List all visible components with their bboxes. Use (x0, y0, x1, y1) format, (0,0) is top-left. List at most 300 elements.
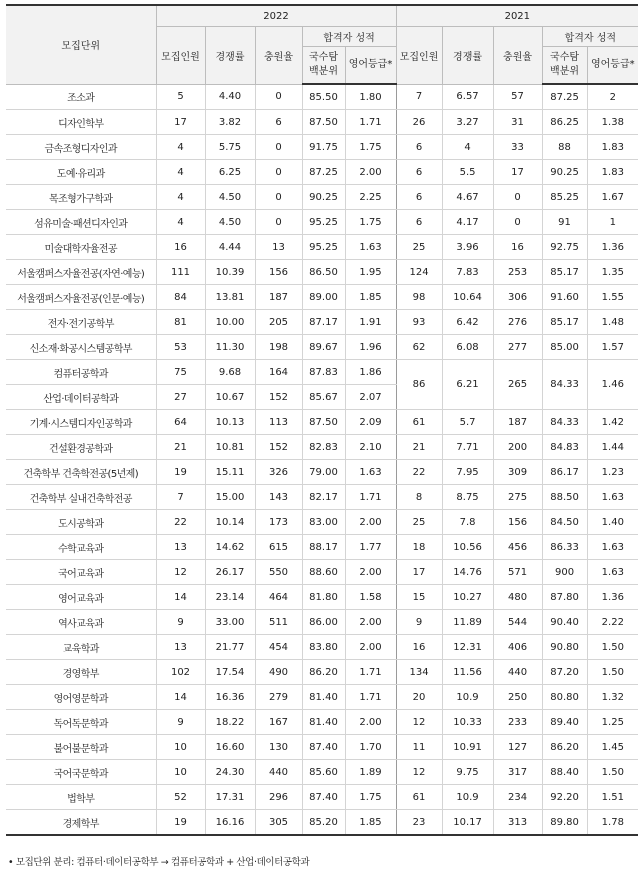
unit-name: 경제학부 (6, 810, 156, 836)
cell-2021-english: 1.51 (587, 785, 638, 810)
cell-2021-competition: 4.67 (442, 185, 493, 210)
cell-2022-percentile: 87.50 (302, 410, 345, 435)
cell-2021-english: 2 (587, 84, 638, 110)
header-competition-2021: 경쟁률 (442, 27, 493, 85)
cell-2022-waitlist: 156 (255, 260, 302, 285)
cell-2022-waitlist: 0 (255, 84, 302, 110)
cell-2021-competition: 9.75 (442, 760, 493, 785)
header-percentile-2022 (302, 47, 345, 85)
header-year-2022: 2022 (156, 5, 396, 27)
cell-2021-quota: 25 (396, 510, 442, 535)
table-row (6, 635, 638, 660)
cell-2022-competition: 10.13 (205, 410, 255, 435)
cell-2021-waitlist: 440 (493, 660, 542, 685)
header-percentile-line2: 백분위 (550, 66, 580, 77)
cell-2021-english: 1.57 (587, 335, 638, 360)
cell-2022-quota: 9 (156, 710, 205, 735)
cell-2021-english: 1.45 (587, 735, 638, 760)
cell-2022-waitlist: 0 (255, 210, 302, 235)
cell-2022-percentile: 89.67 (302, 335, 345, 360)
cell-2022-quota: 5 (156, 84, 205, 110)
cell-2021-waitlist: 571 (493, 560, 542, 585)
cell-2022-percentile: 85.50 (302, 84, 345, 110)
cell-2021-quota: 18 (396, 535, 442, 560)
cell-2022-waitlist: 305 (255, 810, 302, 836)
cell-2022-quota: 4 (156, 210, 205, 235)
unit-name: 미술대학자율전공 (6, 235, 156, 260)
cell-2022-competition: 17.54 (205, 660, 255, 685)
table-row (6, 260, 638, 285)
cell-2022-quota: 102 (156, 660, 205, 685)
cell-2022-quota: 27 (156, 385, 205, 410)
cell-2022-quota: 12 (156, 560, 205, 585)
cell-2022-quota: 4 (156, 135, 205, 160)
unit-name: 서울캠퍼스자율전공(인문·예능) (6, 285, 156, 310)
table-row (6, 210, 638, 235)
table-row (6, 510, 638, 535)
cell-2022-quota: 64 (156, 410, 205, 435)
cell-2021-english: 1.23 (587, 460, 638, 485)
cell-2022-waitlist: 0 (255, 160, 302, 185)
table-row (6, 285, 638, 310)
cell-2022-percentile: 87.40 (302, 785, 345, 810)
unit-name: 건설환경공학과 (6, 435, 156, 460)
cell-2021-quota: 93 (396, 310, 442, 335)
cell-2022-competition: 24.30 (205, 760, 255, 785)
cell-2022-waitlist: 296 (255, 785, 302, 810)
cell-2022-english: 1.89 (345, 760, 396, 785)
cell-2021-competition: 7.71 (442, 435, 493, 460)
cell-2021-waitlist: 156 (493, 510, 542, 535)
cell-2021-percentile: 90.80 (542, 635, 587, 660)
cell-2022-english: 2.07 (345, 385, 396, 410)
unit-name: 디자인학부 (6, 110, 156, 135)
cell-2021-waitlist: 33 (493, 135, 542, 160)
cell-2022-percentile: 81.40 (302, 710, 345, 735)
cell-2022-quota: 75 (156, 360, 205, 385)
cell-2022-waitlist: 130 (255, 735, 302, 760)
table-row (6, 560, 638, 585)
unit-name: 불어불문학과 (6, 735, 156, 760)
cell-2021-waitlist: 31 (493, 110, 542, 135)
cell-2022-percentile: 85.67 (302, 385, 345, 410)
cell-2022-english: 1.63 (345, 460, 396, 485)
unit-name: 독어독문학과 (6, 710, 156, 735)
cell-2022-quota: 21 (156, 435, 205, 460)
cell-2021-quota: 26 (396, 110, 442, 135)
cell-2022-waitlist: 13 (255, 235, 302, 260)
cell-2022-competition: 10.81 (205, 435, 255, 460)
cell-2021-waitlist: 57 (493, 84, 542, 110)
cell-2022-competition: 4.50 (205, 210, 255, 235)
cell-2021-competition: 10.56 (442, 535, 493, 560)
cell-2021-percentile: 86.20 (542, 735, 587, 760)
cell-2022-waitlist: 454 (255, 635, 302, 660)
cell-2021-waitlist: 17 (493, 160, 542, 185)
cell-2022-waitlist: 173 (255, 510, 302, 535)
cell-2022-english: 1.96 (345, 335, 396, 360)
table-row (6, 685, 638, 710)
cell-2021-quota: 6 (396, 135, 442, 160)
cell-2022-quota: 19 (156, 460, 205, 485)
cell-2021-percentile: 85.17 (542, 310, 587, 335)
cell-2021-waitlist: 276 (493, 310, 542, 335)
cell-2022-competition: 10.67 (205, 385, 255, 410)
cell-2022-english: 1.71 (345, 660, 396, 685)
cell-2021-waitlist: 187 (493, 410, 542, 435)
cell-2022-competition: 13.81 (205, 285, 255, 310)
cell-2022-competition: 5.75 (205, 135, 255, 160)
cell-2021-english: 1.48 (587, 310, 638, 335)
cell-2022-competition: 16.16 (205, 810, 255, 836)
cell-2021-competition: 6.42 (442, 310, 493, 335)
header-competition-2022: 경쟁률 (205, 27, 255, 85)
cell-2021-english: 1.38 (587, 110, 638, 135)
cell-2022-percentile: 85.60 (302, 760, 345, 785)
unit-name: 건축학부 건축학전공(5년제) (6, 460, 156, 485)
cell-2022-competition: 10.00 (205, 310, 255, 335)
cell-2022-percentile: 88.60 (302, 560, 345, 585)
cell-2022-percentile: 85.20 (302, 810, 345, 836)
cell-2022-quota: 4 (156, 160, 205, 185)
cell-2021-quota: 98 (396, 285, 442, 310)
table-row (6, 760, 638, 785)
cell-2021-english: 1.83 (587, 135, 638, 160)
cell-2021-quota: 22 (396, 460, 442, 485)
table-row (6, 460, 638, 485)
header-quota-2022: 모집인원 (156, 27, 205, 85)
header-percentile-line1: 국수탐 (550, 52, 580, 63)
cell-2021-quota: 61 (396, 410, 442, 435)
unit-name: 산업·데이터공학과 (6, 385, 156, 410)
cell-2022-percentile: 81.80 (302, 585, 345, 610)
unit-name: 국어국문학과 (6, 760, 156, 785)
cell-2022-quota: 13 (156, 635, 205, 660)
cell-2021-competition: 10.64 (442, 285, 493, 310)
table-row (6, 610, 638, 635)
cell-2021-english: 1.36 (587, 235, 638, 260)
table-row (6, 135, 638, 160)
table-row (6, 435, 638, 460)
cell-2022-competition: 3.82 (205, 110, 255, 135)
cell-2021-percentile: 86.33 (542, 535, 587, 560)
cell-2022-percentile: 90.25 (302, 185, 345, 210)
cell-2021-english: 1.46 (587, 360, 638, 410)
cell-2021-percentile: 88 (542, 135, 587, 160)
cell-2021-waitlist: 265 (493, 360, 542, 410)
cell-2022-waitlist: 152 (255, 435, 302, 460)
cell-2022-english: 1.71 (345, 485, 396, 510)
unit-name: 국어교육과 (6, 560, 156, 585)
cell-2021-english: 1.36 (587, 585, 638, 610)
cell-2021-competition: 7.95 (442, 460, 493, 485)
cell-2022-competition: 14.62 (205, 535, 255, 560)
cell-2022-english: 2.00 (345, 560, 396, 585)
cell-2021-quota: 25 (396, 235, 442, 260)
cell-2022-quota: 84 (156, 285, 205, 310)
cell-2021-percentile: 87.25 (542, 84, 587, 110)
admission-results-table (6, 4, 638, 836)
cell-2021-english: 1.67 (587, 185, 638, 210)
cell-2022-waitlist: 490 (255, 660, 302, 685)
cell-2021-competition: 10.27 (442, 585, 493, 610)
cell-2021-waitlist: 309 (493, 460, 542, 485)
cell-2021-quota: 86 (396, 360, 442, 410)
cell-2021-competition: 10.91 (442, 735, 493, 760)
unit-name: 컴퓨터공학과 (6, 360, 156, 385)
cell-2021-percentile: 87.20 (542, 660, 587, 685)
cell-2021-quota: 62 (396, 335, 442, 360)
cell-2021-percentile: 86.17 (542, 460, 587, 485)
cell-2021-competition: 3.27 (442, 110, 493, 135)
cell-2021-waitlist: 306 (493, 285, 542, 310)
cell-2022-english: 2.00 (345, 510, 396, 535)
unit-name: 전자·전기공학부 (6, 310, 156, 335)
header-year-2021: 2021 (396, 5, 638, 27)
cell-2022-percentile: 82.17 (302, 485, 345, 510)
cell-2021-competition: 3.96 (442, 235, 493, 260)
table-row (6, 110, 638, 135)
cell-2021-waitlist: 313 (493, 810, 542, 836)
header-quota-2021: 모집인원 (396, 27, 442, 85)
cell-2021-percentile: 84.33 (542, 360, 587, 410)
table-row (6, 535, 638, 560)
unit-name: 섬유미술·패션디자인과 (6, 210, 156, 235)
cell-2021-english: 1.25 (587, 710, 638, 735)
cell-2021-waitlist: 234 (493, 785, 542, 810)
header-waitlist-2022: 충원율 (255, 27, 302, 85)
cell-2022-percentile: 82.83 (302, 435, 345, 460)
unit-name: 건축학부 실내건축학전공 (6, 485, 156, 510)
cell-2021-percentile: 89.80 (542, 810, 587, 836)
cell-2021-competition: 5.7 (442, 410, 493, 435)
cell-2022-waitlist: 6 (255, 110, 302, 135)
unit-name: 조소과 (6, 84, 156, 110)
table-header (6, 5, 638, 84)
cell-2022-english: 1.71 (345, 685, 396, 710)
cell-2022-quota: 10 (156, 735, 205, 760)
cell-2021-english: 1.35 (587, 260, 638, 285)
cell-2021-quota: 17 (396, 560, 442, 585)
cell-2022-english: 1.71 (345, 110, 396, 135)
unit-name: 도시공학과 (6, 510, 156, 535)
unit-name: 수학교육과 (6, 535, 156, 560)
cell-2021-competition: 6.57 (442, 84, 493, 110)
cell-2021-english: 1.63 (587, 485, 638, 510)
cell-2022-waitlist: 187 (255, 285, 302, 310)
cell-2022-english: 1.70 (345, 735, 396, 760)
cell-2022-waitlist: 464 (255, 585, 302, 610)
cell-2021-quota: 61 (396, 785, 442, 810)
cell-2021-quota: 6 (396, 185, 442, 210)
unit-name: 신소재·화공시스템공학부 (6, 335, 156, 360)
table-row (6, 84, 638, 110)
table-row (6, 360, 638, 385)
cell-2021-waitlist: 233 (493, 710, 542, 735)
cell-2021-competition: 7.83 (442, 260, 493, 285)
cell-2022-competition: 4.44 (205, 235, 255, 260)
cell-2022-english: 1.80 (345, 84, 396, 110)
cell-2022-english: 1.75 (345, 785, 396, 810)
cell-2022-quota: 10 (156, 760, 205, 785)
unit-name: 영어영문학과 (6, 685, 156, 710)
cell-2021-quota: 7 (396, 84, 442, 110)
cell-2022-quota: 81 (156, 310, 205, 335)
cell-2021-competition: 14.76 (442, 560, 493, 585)
cell-2022-competition: 11.30 (205, 335, 255, 360)
cell-2022-waitlist: 0 (255, 185, 302, 210)
cell-2021-english: 1.78 (587, 810, 638, 836)
cell-2022-competition: 4.50 (205, 185, 255, 210)
cell-2022-english: 1.85 (345, 285, 396, 310)
cell-2022-percentile: 79.00 (302, 460, 345, 485)
cell-2021-quota: 21 (396, 435, 442, 460)
cell-2022-quota: 4 (156, 185, 205, 210)
unit-name: 영어교육과 (6, 585, 156, 610)
cell-2021-competition: 10.9 (442, 685, 493, 710)
cell-2022-percentile: 87.83 (302, 360, 345, 385)
cell-2022-quota: 9 (156, 610, 205, 635)
cell-2022-quota: 22 (156, 510, 205, 535)
table-row (6, 585, 638, 610)
cell-2021-waitlist: 480 (493, 585, 542, 610)
cell-2021-percentile: 90.40 (542, 610, 587, 635)
cell-2021-competition: 4 (442, 135, 493, 160)
cell-2021-percentile: 92.75 (542, 235, 587, 260)
cell-2021-competition: 7.8 (442, 510, 493, 535)
cell-2022-waitlist: 440 (255, 760, 302, 785)
cell-2022-competition: 16.36 (205, 685, 255, 710)
cell-2022-percentile: 83.80 (302, 635, 345, 660)
cell-2022-percentile: 86.00 (302, 610, 345, 635)
header-percentile-2021 (542, 47, 587, 85)
cell-2021-competition: 11.56 (442, 660, 493, 685)
cell-2021-quota: 134 (396, 660, 442, 685)
cell-2022-english: 1.75 (345, 135, 396, 160)
cell-2021-percentile: 89.40 (542, 710, 587, 735)
cell-2022-percentile: 86.20 (302, 660, 345, 685)
cell-2022-english: 1.86 (345, 360, 396, 385)
cell-2022-percentile: 95.25 (302, 210, 345, 235)
cell-2022-waitlist: 279 (255, 685, 302, 710)
footnote: • 모집단위 분리: 컴퓨터·데이터공학부 → 컴퓨터공학과 + 산업·데이터공학과 (8, 857, 310, 868)
cell-2021-waitlist: 0 (493, 185, 542, 210)
cell-2022-competition: 17.31 (205, 785, 255, 810)
header-admitted-scores-2021: 합격자 성적 (542, 27, 638, 47)
cell-2021-percentile: 85.25 (542, 185, 587, 210)
cell-2021-competition: 11.89 (442, 610, 493, 635)
cell-2021-waitlist: 544 (493, 610, 542, 635)
cell-2021-competition: 4.17 (442, 210, 493, 235)
cell-2021-quota: 16 (396, 635, 442, 660)
cell-2022-english: 1.95 (345, 260, 396, 285)
table-row (6, 710, 638, 735)
cell-2022-english: 2.10 (345, 435, 396, 460)
cell-2021-english: 1.50 (587, 635, 638, 660)
cell-2021-competition: 8.75 (442, 485, 493, 510)
cell-2022-english: 2.00 (345, 160, 396, 185)
cell-2021-percentile: 80.80 (542, 685, 587, 710)
header-admitted-scores-2022: 합격자 성적 (302, 27, 396, 47)
header-unit: 모집단위 (6, 5, 156, 84)
cell-2022-percentile: 95.25 (302, 235, 345, 260)
cell-2021-waitlist: 200 (493, 435, 542, 460)
unit-name: 법학부 (6, 785, 156, 810)
unit-name: 경영학부 (6, 660, 156, 685)
cell-2021-waitlist: 317 (493, 760, 542, 785)
cell-2021-percentile: 84.50 (542, 510, 587, 535)
unit-name: 기계·시스템디자인공학과 (6, 410, 156, 435)
cell-2021-competition: 6.21 (442, 360, 493, 410)
cell-2021-percentile: 900 (542, 560, 587, 585)
cell-2021-quota: 9 (396, 610, 442, 635)
cell-2021-quota: 20 (396, 685, 442, 710)
cell-2022-waitlist: 113 (255, 410, 302, 435)
cell-2021-waitlist: 0 (493, 210, 542, 235)
cell-2021-percentile: 91 (542, 210, 587, 235)
header-english-2021: 영어등급* (587, 47, 638, 85)
cell-2022-competition: 21.77 (205, 635, 255, 660)
cell-2021-english: 1.83 (587, 160, 638, 185)
cell-2021-percentile: 90.25 (542, 160, 587, 185)
cell-2022-english: 1.63 (345, 235, 396, 260)
admission-table-container (6, 4, 638, 836)
table-row (6, 160, 638, 185)
table-row (6, 410, 638, 435)
cell-2022-percentile: 89.00 (302, 285, 345, 310)
cell-2021-percentile: 86.25 (542, 110, 587, 135)
cell-2021-percentile: 88.40 (542, 760, 587, 785)
cell-2021-english: 1.63 (587, 535, 638, 560)
cell-2021-english: 1.40 (587, 510, 638, 535)
cell-2021-waitlist: 16 (493, 235, 542, 260)
unit-name: 목조형가구학과 (6, 185, 156, 210)
cell-2021-waitlist: 456 (493, 535, 542, 560)
header-percentile-line1: 국수탐 (309, 52, 338, 63)
cell-2022-competition: 16.60 (205, 735, 255, 760)
cell-2022-quota: 53 (156, 335, 205, 360)
cell-2022-waitlist: 143 (255, 485, 302, 510)
cell-2021-english: 1.44 (587, 435, 638, 460)
cell-2022-competition: 6.25 (205, 160, 255, 185)
cell-2022-competition: 18.22 (205, 710, 255, 735)
unit-name: 서울캠퍼스자율전공(자연·예능) (6, 260, 156, 285)
cell-2022-quota: 13 (156, 535, 205, 560)
cell-2022-percentile: 87.17 (302, 310, 345, 335)
cell-2022-waitlist: 164 (255, 360, 302, 385)
unit-name: 도예·유리과 (6, 160, 156, 185)
cell-2022-waitlist: 615 (255, 535, 302, 560)
cell-2022-english: 1.75 (345, 210, 396, 235)
cell-2021-waitlist: 253 (493, 260, 542, 285)
cell-2021-quota: 12 (396, 710, 442, 735)
cell-2021-percentile: 88.50 (542, 485, 587, 510)
cell-2022-percentile: 81.40 (302, 685, 345, 710)
cell-2022-english: 2.09 (345, 410, 396, 435)
cell-2022-percentile: 83.00 (302, 510, 345, 535)
cell-2021-english: 1.32 (587, 685, 638, 710)
cell-2022-quota: 19 (156, 810, 205, 836)
cell-2021-quota: 15 (396, 585, 442, 610)
table-row (6, 810, 638, 836)
header-waitlist-2021: 충원율 (493, 27, 542, 85)
cell-2022-competition: 26.17 (205, 560, 255, 585)
cell-2022-quota: 14 (156, 585, 205, 610)
unit-name: 역사교육과 (6, 610, 156, 635)
cell-2022-english: 1.58 (345, 585, 396, 610)
cell-2022-competition: 4.40 (205, 84, 255, 110)
cell-2022-english: 1.91 (345, 310, 396, 335)
